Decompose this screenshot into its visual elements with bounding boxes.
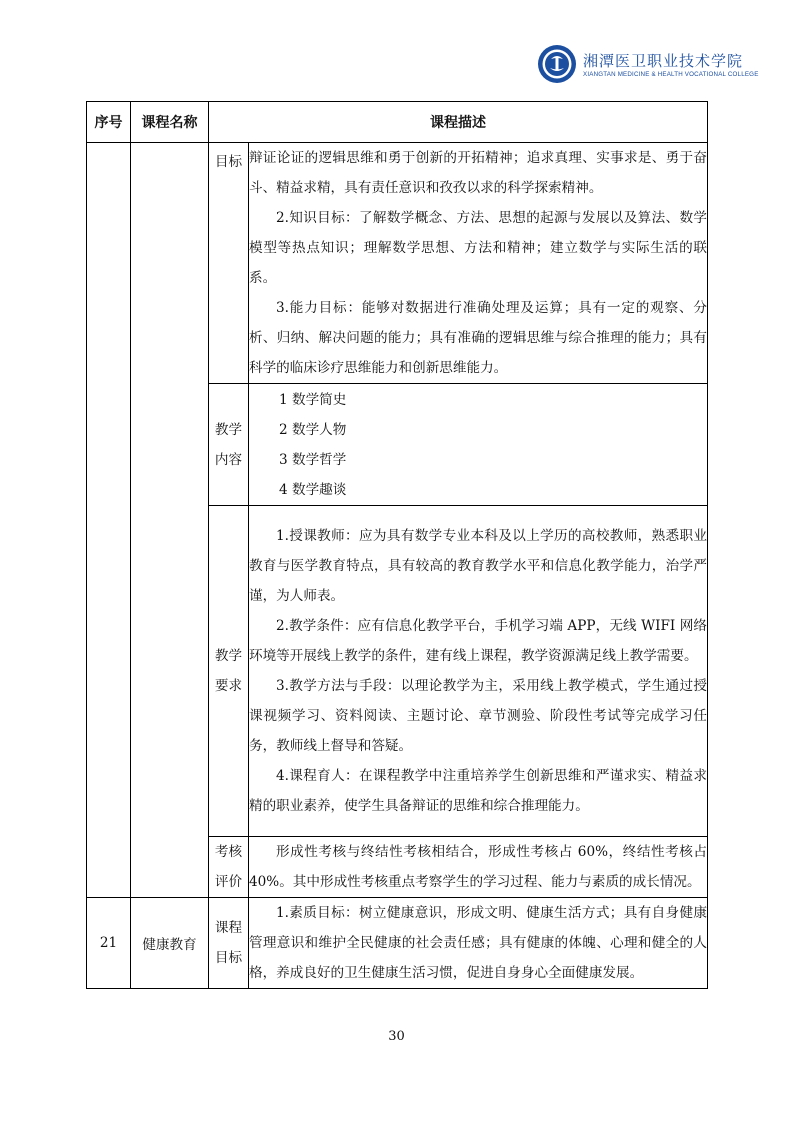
goal-paragraph: 3.能力目标：能够对数据进行准确处理及运算；具有一定的观察、分析、归纳、解决问题的能力；具有准确的逻辑思维与综合推理的能力；具有科学的临床诊疗思维能力和创新思维能力。 [249,300,707,376]
course-goal-paragraph: 1.素质目标：树立健康意识，形成文明、健康生活方式；具有自身健康管理意识和维护全民健康的社会责任感；具有健康的体魄、心理和健全的人格，养成良好的卫生健康生活习惯，促进自身身心全面健康发展。 [249,905,707,981]
course-table [86,101,708,989]
list-item: 4 数学趣谈 [279,481,347,498]
table-header-row [87,102,708,143]
requirements-description-cell [249,506,708,837]
list-item: 2 数学人物 [279,421,347,438]
requirement-paragraph: 3.教学方法与手段：以理论教学为主，采用线上教学模式，学生通过授课视频学习、资料阅读、主题讨论、章节测验、阶段性考试等完成学习任务，教师线上督导和答疑。 [249,678,707,754]
course-index-cell: 21 [87,898,131,989]
list-item: 3 数学哲学 [279,451,347,468]
row-label-assessment: 考核 评价 [209,837,249,898]
course-name-cell: 健康教育 [131,898,209,989]
goal-description-cell [249,143,708,384]
requirement-paragraph: 2.教学条件：应有信息化教学平台，手机学习端 APP，无线 WIFI 网络环境等开展线上教学的条件，建有线上课程，教学资源满足线上教学需要。 [249,618,707,664]
course-goal-description-cell [249,898,708,989]
row-label-goal: 目标 [209,143,249,384]
content-description-cell [249,384,708,506]
table-row [87,898,708,989]
goal-paragraph: 辩证论证的逻辑思维和勇于创新的开拓精神；追求真理、实事求是、勇于奋斗、精益求精，具有责任意识和孜孜以求的科学探索精神。 [249,150,707,196]
header-description: 课程描述 [209,102,708,143]
header-course-name: 课程名称 [131,102,209,143]
row-label-requirements: 教学 要求 [209,506,249,837]
row-label-content: 教学 内容 [209,384,249,506]
assessment-description-cell [249,837,708,898]
requirement-paragraph: 1.授课教师：应为具有数学专业本科及以上学历的高校教师，熟悉职业教育与医学教育特点，具有较高的教育教学水平和信息化教学能力，治学严谨，为人师表。 [249,528,707,604]
assessment-paragraph: 形成性考核与终结性考核相结合，形成性考核占 60%，终结性考核占 40%。其中形成性考核重点考察学生的学习过程、能力与素质的成长情况。 [249,844,707,890]
goal-paragraph: 2.知识目标：了解数学概念、方法、思想的起源与发展以及算法、数学模型等热点知识；理解数学思想、方法和精神；建立数学与实际生活的联系。 [249,210,707,286]
page-number: 30 [388,1029,405,1044]
college-emblem-icon [537,44,577,84]
header-index: 序号 [87,102,131,143]
college-name-en: XIANGTAN MEDICINE & HEALTH VOCATIONAL COLLEGE [583,71,759,78]
requirement-paragraph: 4.课程育人：在课程教学中注重培养学生创新思维和严谨求实、精益求精的职业素养，使学生具备辩证的思维和综合推理能力。 [249,768,707,814]
college-name-cn: 湘潭医卫职业技术学院 [583,52,744,70]
college-logo [537,44,759,88]
list-item: 1 数学简史 [279,391,347,408]
table-row [87,143,708,384]
index-cell-continued [87,143,131,898]
row-label-course-goal: 课程 目标 [209,898,249,989]
course-name-cell-continued [131,143,209,898]
